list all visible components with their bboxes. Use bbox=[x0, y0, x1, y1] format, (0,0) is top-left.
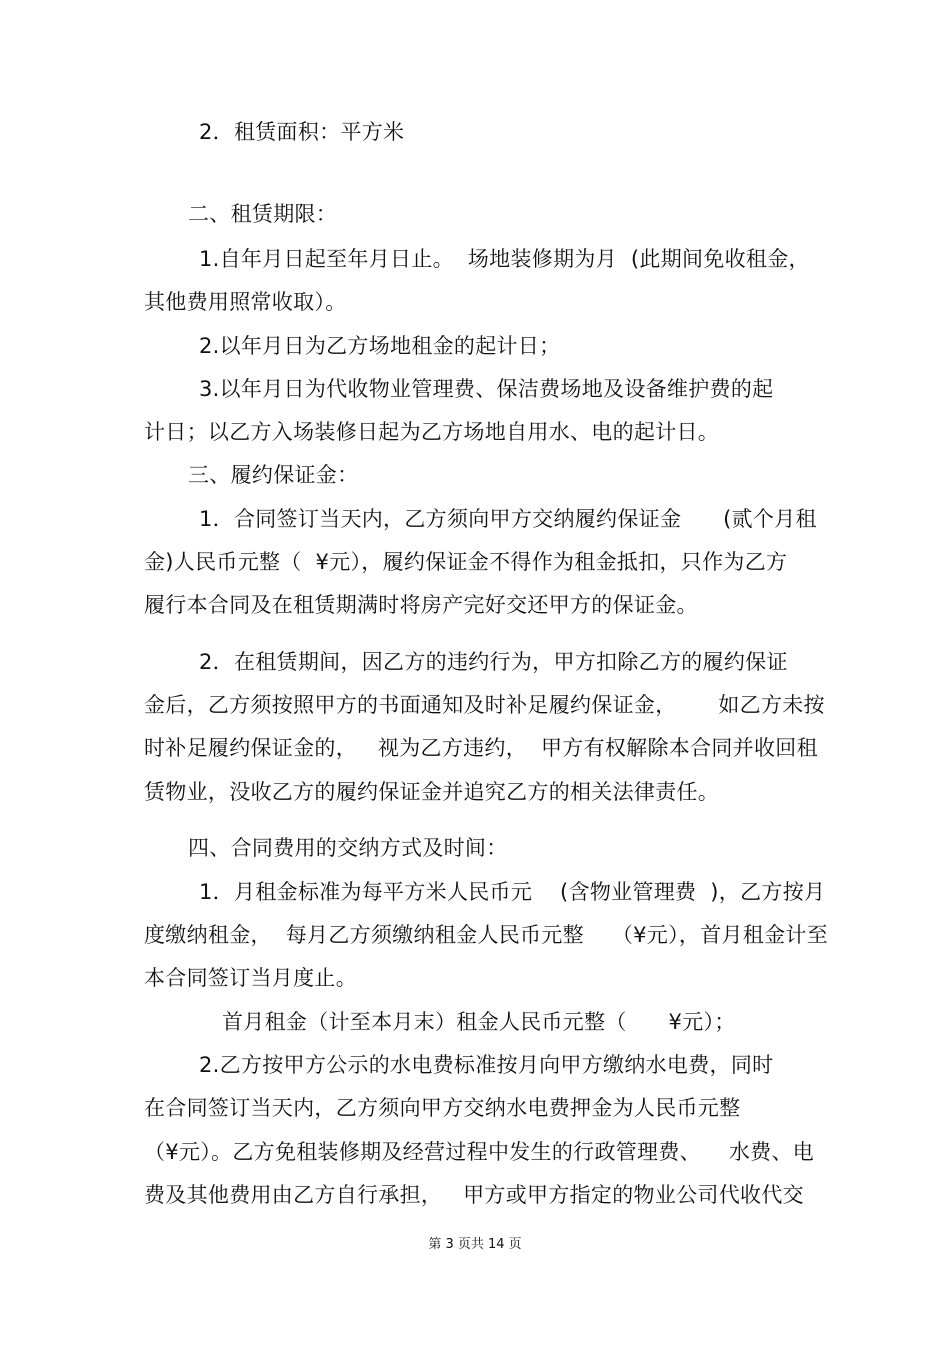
text-line: 金)人民币元整（ ¥元），履约保证金不得作为租金抵扣，只作为乙方 bbox=[144, 550, 788, 574]
text-line: 2．租赁面积：平方米 bbox=[199, 120, 405, 144]
text-line: 3.以年月日为代收物业管理费、保洁费场地及设备维护费的起 bbox=[199, 377, 774, 401]
text-line: 2.以年月日为乙方场地租金的起计日； bbox=[199, 334, 561, 358]
text-line: 其他费用照常收取）。 bbox=[144, 290, 347, 314]
text-line: 1．月租金标准为每平方米人民币元 (含物业管理费 )，乙方按月 bbox=[199, 880, 826, 904]
section-heading: 三、履约保证金： bbox=[188, 463, 359, 487]
text-line: 2.乙方按甲方公示的水电费标准按月向甲方缴纳水电费，同时 bbox=[199, 1053, 774, 1077]
text-line: 2．在租赁期间，因乙方的违约行为，甲方扣除乙方的履约保证 bbox=[199, 650, 788, 674]
section-heading: 二、租赁期限： bbox=[188, 202, 338, 226]
section-heading: 四、合同费用的交纳方式及时间： bbox=[188, 836, 508, 860]
text-line: （¥元）。乙方免租装修期及经营过程中发生的行政管理费、 水费、电 bbox=[144, 1140, 815, 1164]
text-line: 在合同签订当天内，乙方须向甲方交纳水电费押金为人民币元整 bbox=[144, 1096, 741, 1120]
text-line: 首月租金（计至本月末）租金人民币元整（ ¥元）； bbox=[222, 1010, 736, 1034]
text-line: 费及其他费用由乙方自行承担， 甲方或甲方指定的物业公司代收代交 bbox=[144, 1183, 804, 1207]
text-line: 计日；以乙方入场装修日起为乙方场地自用水、电的起计日。 bbox=[144, 420, 720, 444]
text-line: 1．合同签订当天内，乙方须向甲方交纳履约保证金 (贰个月租 bbox=[199, 507, 817, 531]
text-line: 1.自年月日起至年月日止。 场地装修期为月 (此期间免收租金， bbox=[199, 247, 810, 271]
text-line: 金后，乙方须按照甲方的书面通知及时补足履约保证金， 如乙方未按 bbox=[144, 693, 825, 717]
text-line: 时补足履约保证金的， 视为乙方违约， 甲方有权解除本合同并收回租 bbox=[144, 736, 818, 760]
page-number-footer: 第 3 页共 14 页 bbox=[428, 1237, 522, 1252]
text-line: 赁物业，没收乙方的履约保证金并追究乙方的相关法律责任。 bbox=[144, 780, 720, 804]
text-line: 履行本合同及在租赁期满时将房产完好交还甲方的保证金。 bbox=[144, 593, 698, 617]
text-line: 度缴纳租金， 每月乙方须缴纳租金人民币元整 （¥元），首月租金计至 bbox=[144, 923, 829, 947]
text-line: 本合同签订当月度止。 bbox=[144, 966, 357, 990]
